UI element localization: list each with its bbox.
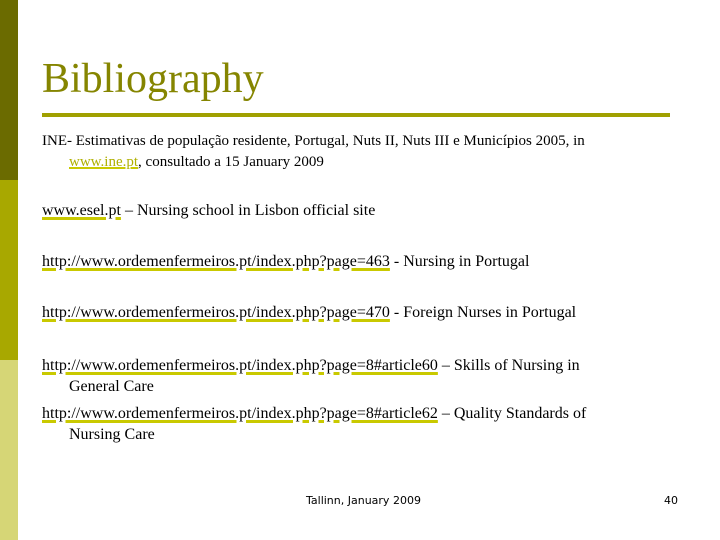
reference-esel <box>42 200 682 221</box>
footer-text: Tallinn, January 2009 <box>306 494 421 507</box>
left-accent-bar-light <box>0 360 18 540</box>
link-esel[interactable]: www.esel.pt <box>42 202 121 219</box>
reference-continuation: Nursing Care <box>69 426 155 443</box>
reference-article60 <box>42 355 682 397</box>
reference-text: – Skills of Nursing in <box>437 357 580 374</box>
left-accent-bar-dark <box>0 0 18 180</box>
left-accent-bar-mid <box>0 180 18 360</box>
reference-article62 <box>42 403 682 445</box>
reference-text: – Quality Standards of <box>437 405 587 422</box>
reference-ordem-463 <box>42 251 682 272</box>
reference-text: - Foreign Nurses in Portugal <box>389 304 577 321</box>
reference-ordem-470 <box>42 302 682 323</box>
slide-title: Bibliography <box>42 56 264 102</box>
reference-text: – Nursing school in Lisbon official site <box>120 202 376 219</box>
reference-continuation: General Care <box>69 378 154 395</box>
link-article60[interactable]: http://www.ordemenfermeiros.pt/index.php?page=8#article60 <box>42 357 438 374</box>
link-article62[interactable]: http://www.ordemenfermeiros.pt/index.php?page=8#article62 <box>42 405 438 422</box>
reference-text: , consultado a 15 January 2009 <box>138 154 324 170</box>
link-ine[interactable]: www.ine.pt <box>69 154 139 170</box>
reference-text: - Nursing in Portugal <box>389 253 530 270</box>
page-number: 40 <box>664 494 678 507</box>
link-ordem-470[interactable]: http://www.ordemenfermeiros.pt/index.php?page=470 <box>42 304 390 321</box>
title-divider <box>42 113 670 117</box>
link-ordem-463[interactable]: http://www.ordemenfermeiros.pt/index.php?page=463 <box>42 253 390 270</box>
reference-text: INE- Estimativas de população residente, Portugal, Nuts II, Nuts III e Municípios 2005, in <box>42 133 585 149</box>
reference-ine <box>42 131 682 173</box>
